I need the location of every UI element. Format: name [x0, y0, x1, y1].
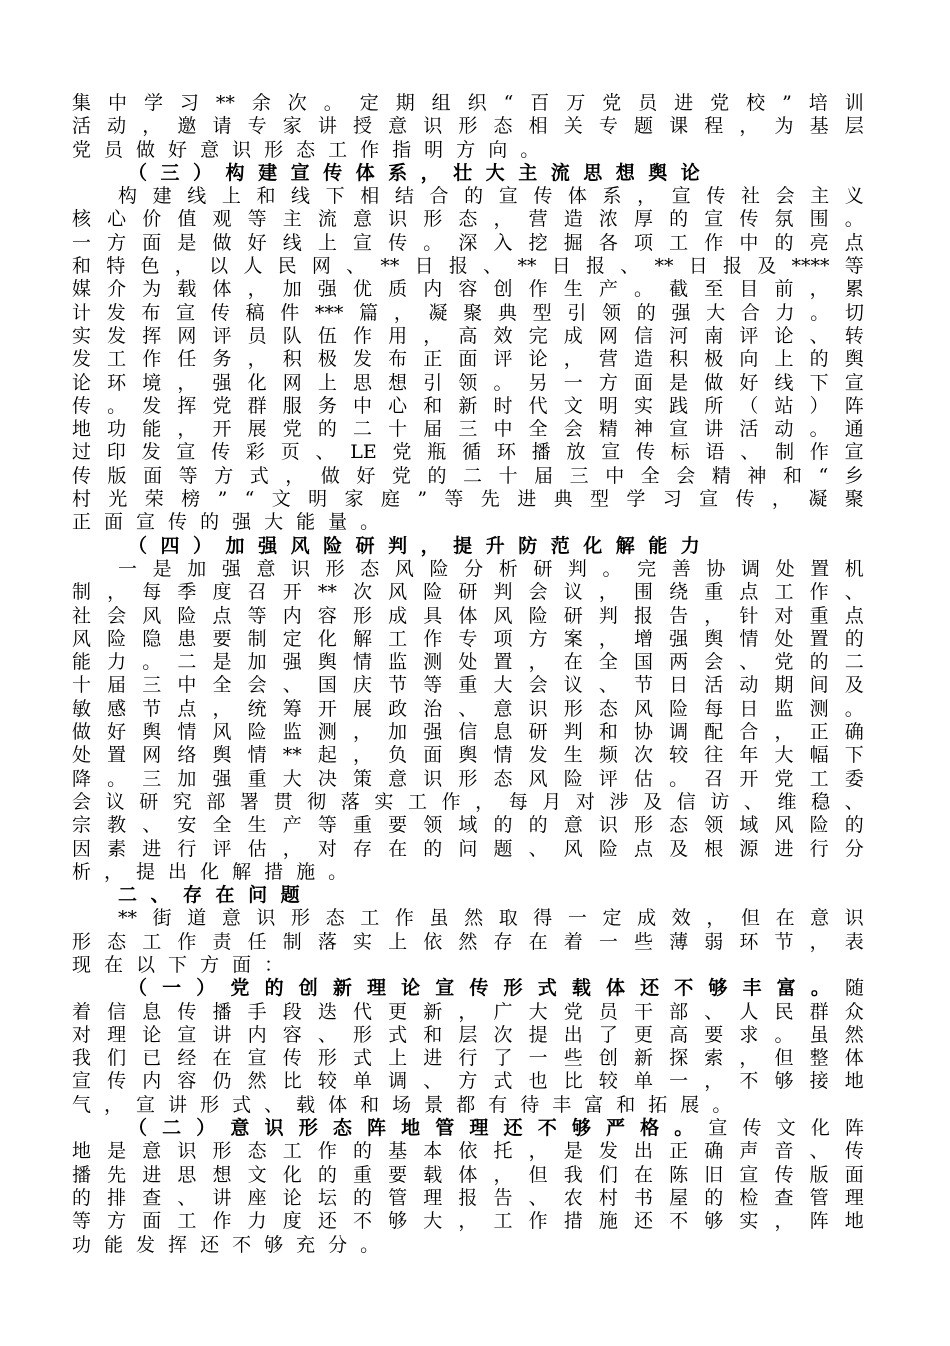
text-line: 计 发 布 宣 传 稿 件 *** 篇 ， 凝 聚 典 型 引 领 的 强 大 合 力 。 切 [72, 301, 864, 324]
text-line: 和 特 色 ， 以 人 民 网 、 ** 日 报 、 ** 日 报 、 ** 日 报 及 **** 等 [72, 255, 864, 278]
text-line: 论 环 境 ， 强 化 网 上 思 想 引 领 。 另 一 方 面 是 做 好 线 下 宣 [72, 371, 864, 394]
document-page [72, 92, 864, 1257]
text-line: 构 建 线 上 和 线 下 相 结 合 的 宣 传 体 系 ， 宣 传 社 会 主 义 [118, 185, 864, 208]
text-line: ** 街 道 意 识 形 态 工 作 虽 然 取 得 一 定 成 效 ， 但 在 意 识 [118, 907, 864, 930]
text-line: 社 会 风 险 点 等 内 容 形 成 具 体 风 险 研 判 报 告 ， 针 对 重 点 [72, 604, 864, 627]
text-line: 地 是 意 识 形 态 工 作 的 基 本 依 托 ， 是 发 出 正 确 声 音 、 传 [72, 1140, 864, 1163]
text-line: 地 功 能 ， 开 展 党 的 二 十 届 三 中 全 会 精 神 宣 讲 活 动 。 通 [72, 418, 864, 441]
section-heading: （ 三 ） 构 建 宣 传 体 系 ， 壮 大 主 流 思 想 舆 论 [128, 161, 700, 184]
text-line: 十 届 三 中 全 会 、 国 庆 节 等 重 大 会 议 、 节 日 活 动 期 间 及 [72, 674, 864, 697]
text-line: 敏 感 节 点 ， 统 筹 开 展 政 治 、 意 识 形 态 风 险 每 日 监 测 。 [72, 697, 864, 720]
text-line: 制 ， 每 季 度 召 开 ** 次 风 险 研 判 会 议 ， 围 绕 重 点 工 作 、 [72, 581, 864, 604]
text-line: 宗 教 、 安 全 生 产 等 重 要 领 域 的 的 意 识 形 态 领 域 风 险 的 [72, 814, 864, 837]
text-line: 功 能 发 挥 还 不 够 充 分 。 [72, 1233, 380, 1256]
text-line: 宣 传 内 容 仍 然 比 较 单 调 、 方 式 也 比 较 单 一 ， 不 够 接 地 [72, 1070, 864, 1093]
text-line: 发 工 作 任 务 ， 积 极 发 布 正 面 评 论 ， 营 造 积 极 向 上 的 舆 [72, 348, 864, 371]
text-line: 能 力 。 二 是 加 强 舆 情 监 测 处 置 ， 在 全 国 两 会 、 党 的 二 [72, 651, 864, 674]
text-line: 因 素 进 行 评 估 ， 对 存 在 的 问 题 、 风 险 点 及 根 源 进 行 分 [72, 837, 864, 860]
text-line: 现 在 以 下 方 面 ： [72, 953, 284, 976]
text-line: 着 信 息 传 播 手 段 迭 代 更 新 ， 广 大 党 员 干 部 、 人 民 群 众 [72, 1000, 864, 1023]
text-line: （ 一 ） 党 的 创 新 理 论 宣 传 形 式 载 体 还 不 够 丰 富 。 随 [128, 977, 864, 1000]
text-line: 活 动 ， 邀 请 专 家 讲 授 意 识 形 态 相 关 专 题 课 程 ， 为 基 层 [72, 115, 864, 138]
text-line: 的 排 查 、 讲 座 论 坛 的 管 理 报 告 、 农 村 书 屋 的 检 查 管 理 [72, 1186, 864, 1209]
text-line: 气 ， 宣 讲 形 式 、 载 体 和 场 景 都 有 待 丰 富 和 拓 展 。 [72, 1093, 732, 1116]
text-line: 党 员 做 好 意 识 形 态 工 作 指 明 方 向 。 [72, 138, 540, 161]
text-line: 集 中 学 习 ** 余 次 。 定 期 组 织 “ 百 万 党 员 进 党 校 ” 培 训 [72, 92, 864, 114]
text-line: 媒 介 为 载 体 ， 加 强 优 质 内 容 创 作 生 产 。 截 至 目 前 ， 累 [72, 278, 864, 301]
text-line: 对 理 论 宣 讲 内 容 、 形 式 和 层 次 提 出 了 更 高 要 求 。 虽 然 [72, 1023, 864, 1046]
text-line: 传 。 发 挥 党 群 服 务 中 心 和 新 时 代 文 明 实 践 所 （ 站 ） 阵 [72, 394, 864, 417]
text-line: 传 版 面 等 方 式 ， 做 好 党 的 二 十 届 三 中 全 会 精 神 和 “ 乡 [72, 464, 864, 487]
text-line: 形 态 工 作 责 任 制 落 实 上 依 然 存 在 着 一 些 薄 弱 环 节 ， 表 [72, 930, 864, 953]
text-line: 我 们 已 经 在 宣 传 形 式 上 进 行 了 一 些 创 新 探 索 ， 但 整 体 [72, 1047, 864, 1070]
text-line: 村 光 荣 榜 ” “ 文 明 家 庭 ” 等 先 进 典 型 学 习 宣 传 ， 凝 聚 [72, 488, 864, 511]
text-line: 正 面 宣 传 的 强 大 能 量 。 [72, 511, 380, 534]
text-line: 做 好 舆 情 风 险 监 测 ， 加 强 信 息 研 判 和 协 调 配 合 ， 正 确 [72, 721, 864, 744]
text-line: 风 险 隐 患 要 制 定 化 解 工 作 专 项 方 案 ， 增 强 舆 情 处 置 的 [72, 627, 864, 650]
text-line: 降 。 三 加 强 重 大 决 策 意 识 形 态 风 险 评 估 。 召 开 党 工 委 [72, 767, 864, 790]
text-line: 实 发 挥 网 评 员 队 伍 作 用 ， 高 效 完 成 网 信 河 南 评 论 、 转 [72, 324, 864, 347]
text-line: 处 置 网 络 舆 情 ** 起 ， 负 面 舆 情 发 生 频 次 较 往 年 大 幅 下 [72, 744, 864, 767]
text-line: 一 是 加 强 意 识 形 态 风 险 分 析 研 判 。 完 善 协 调 处 置 机 [118, 557, 864, 580]
text-line: 析 ， 提 出 化 解 措 施 。 [72, 860, 348, 883]
text-line: 一 方 面 是 做 好 线 上 宣 传 。 深 入 挖 掘 各 项 工 作 中 的 亮 点 [72, 231, 864, 254]
text-line: 等 方 面 工 作 力 度 还 不 够 大 ， 工 作 措 施 还 不 够 实 ， 阵 地 [72, 1210, 864, 1233]
section-heading: （ 四 ） 加 强 风 险 研 判 ， 提 升 防 范 化 解 能 力 [128, 534, 700, 557]
text-line: 核 心 价 值 观 等 主 流 意 识 形 态 ， 营 造 浓 厚 的 宣 传 氛 围 。 [72, 208, 864, 231]
section-heading: 二 、 存 在 问 题 [118, 884, 300, 907]
text-line: （ 二 ） 意 识 形 态 阵 地 管 理 还 不 够 严 格 。 宣 传 文 化 阵 [128, 1117, 864, 1140]
text-line: 会 议 研 究 部 署 贯 彻 落 实 工 作 ， 每 月 对 涉 及 信 访 、 维 稳 、 [72, 790, 864, 813]
text-line: 过 印 发 宣 传 彩 页 、 LE 党 瓶 循 环 播 放 宣 传 标 语 、 制 作 宣 [72, 441, 864, 464]
text-line: 播 先 进 思 想 文 化 的 重 要 载 体 ， 但 我 们 在 陈 旧 宣 传 版 面 [72, 1163, 864, 1186]
